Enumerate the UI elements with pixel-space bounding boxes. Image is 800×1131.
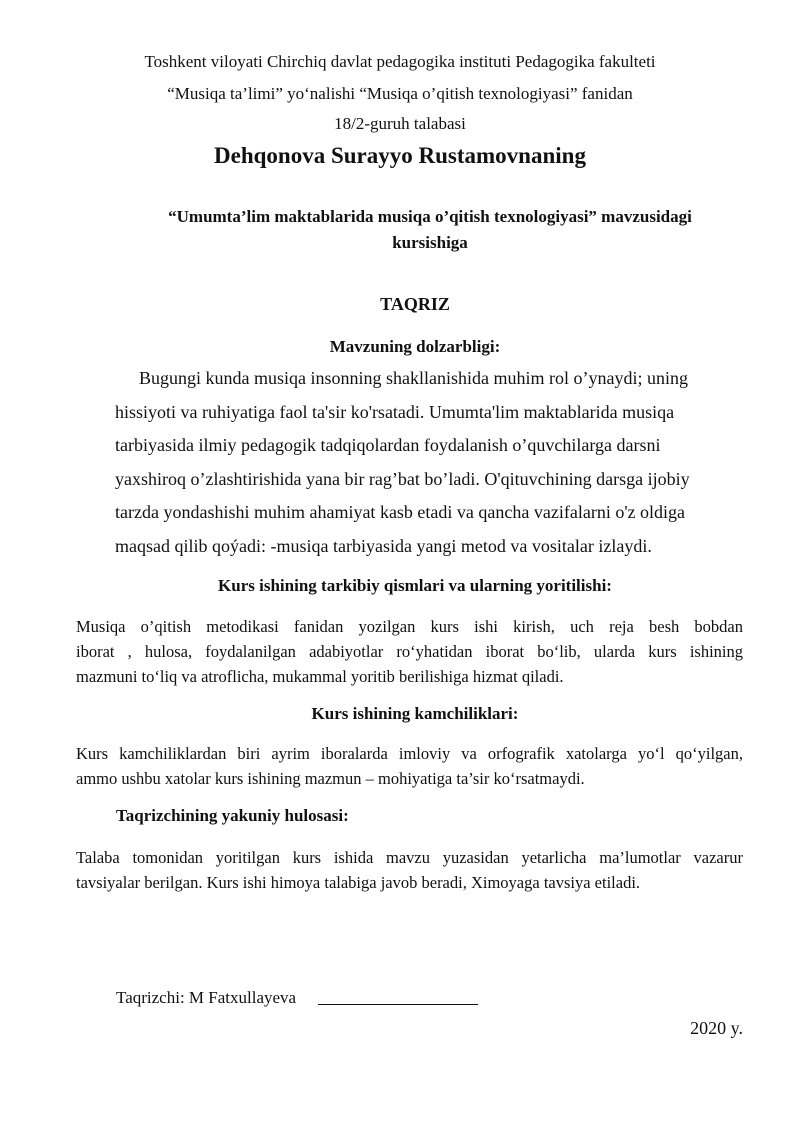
paragraph-line: Talaba tomonidan yoritilgan kurs ishida mavzu yuzasidan yetarlicha ma’lumotlar vazarur <box>76 848 743 867</box>
shortcomings-heading: Kurs ishining kamchiliklari: <box>311 704 519 723</box>
paragraph-line: Kurs kamchiliklardan biri ayrim iboralarda imloviy va orfografik xatolarga yo‘l qo‘yilgan, <box>76 744 743 763</box>
student-name: Dehqonova Surayyo Rustamovnaning <box>214 143 586 168</box>
group-line: 18/2-guruh talabasi <box>334 114 466 133</box>
relevance-paragraph <box>115 362 735 563</box>
signature-line <box>318 1004 478 1005</box>
program-line: “Musiqa ta’limi” yo‘nalishi “Musiqa o’qitish texnologiyasi” fanidan <box>167 84 633 103</box>
reviewer-signature-row <box>116 988 478 1008</box>
topic-line-1: “Umumta’lim maktablarida musiqa o’qitish texnologiyasi” mavzusidagi <box>168 207 692 226</box>
reviewer-label: Taqrizchi: M Fatxullayeva <box>116 988 297 1007</box>
shortcomings-paragraph <box>76 741 743 791</box>
conclusion-paragraph <box>76 845 743 895</box>
relevance-heading: Mavzuning dolzarbligi: <box>329 337 501 356</box>
paragraph-line: ammo ushbu xatolar kurs ishining mazmun – mohiyatiga ta’sir ko‘rsatmaydi. <box>76 769 585 788</box>
institution-line: Toshkent viloyati Chirchiq davlat pedagogika instituti Pedagogika fakulteti <box>144 52 656 71</box>
paragraph-line: Musiqa o’qitish metodikasi fanidan yozilgan kurs ishi kirish, uch reja besh bobdan <box>76 617 743 636</box>
structure-heading: Kurs ishining tarkibiy qismlari va ularning yoritilishi: <box>218 576 612 595</box>
topic-line-2: kursishiga <box>392 233 468 252</box>
topic-title <box>130 204 730 256</box>
paragraph-line: maqsad qilib qoýadi: -musiqa tarbiyasida yangi metod va vositalar izlaydi. <box>115 535 652 556</box>
paragraph-line: Bugungi kunda musiqa insonning shakllanishida muhim rol o’ynaydi; uning <box>139 368 688 388</box>
paragraph-line: tarbiyasida ilmiy pedagogik tadqiqolardan foydalanish o’quvchilarga darsni <box>115 435 661 455</box>
document-title: TAQRIZ <box>380 294 450 314</box>
paragraph-line: iborat , hulosa, foydalanilgan adabiyotlar ro‘yhatidan iborat bo‘lib, ularda kurs ishining <box>76 642 743 661</box>
paragraph-line: mazmuni to‘liq va atroflicha, mukammal yoritib berilishiga hizmat qiladi. <box>76 667 564 686</box>
paragraph-line: tarzda yondashishi muhim ahamiyat kasb etadi va qancha vazifalarni o'z oldiga <box>115 502 686 522</box>
paragraph-line: hissiyoti va ruhiyatiga faol ta'sir ko'rsatadi. Umumta'lim maktablarida musiqa <box>115 401 675 422</box>
conclusion-heading: Taqrizchining yakuniy hulosasi: <box>116 806 349 825</box>
document-year: 2020 y. <box>690 1018 743 1038</box>
paragraph-line: tavsiyalar berilgan. Kurs ishi himoya talabiga javob beradi, Ximoyaga tavsiya etiladi. <box>76 873 641 892</box>
paragraph-line: yaxshiroq o’zlashtirishida yana bir rag’bat bo’ladi. O'qituvchining darsga ijobiy <box>115 468 690 489</box>
structure-paragraph <box>76 614 743 689</box>
